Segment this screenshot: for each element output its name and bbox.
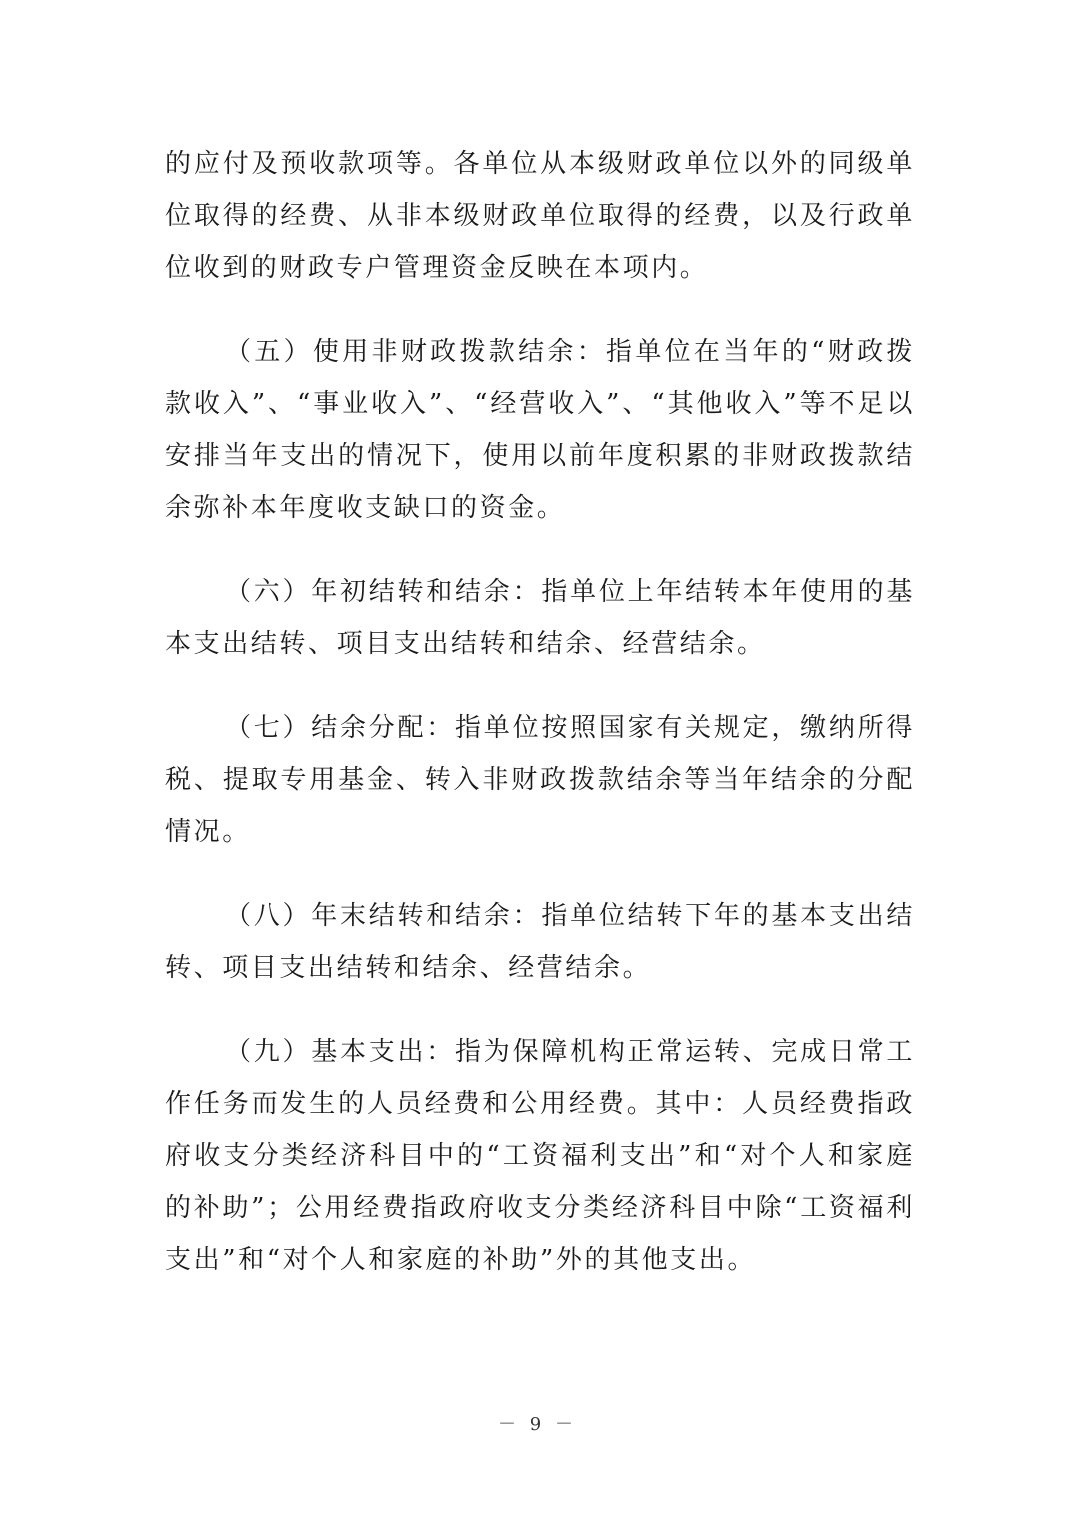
paragraph-continuation: 的应付及预收款项等。各单位从本级财政单位以外的同级单位取得的经费、从非本级财政单位取得的经费，以及行政单位收到的财政专户管理资金反映在本项内。 xyxy=(165,149,915,283)
page-number: － 9 － xyxy=(498,1414,577,1435)
paragraph-item-5: （五）使用非财政拨款结余：指单位在当年的“财政拨款收入”、“事业收入”、“经营收入”、“其他收入”等不足以安排当年支出的情况下，使用以前年度积累的非财政拨款结余弥补本年度收支缺口的资金。 xyxy=(165,337,915,523)
paragraph-item-6: （六）年初结转和结余：指单位上年结转本年使用的基本支出结转、项目支出结转和结余、经营结余。 xyxy=(165,577,915,659)
document-body xyxy=(165,138,915,1318)
paragraph-item-9: （九）基本支出：指为保障机构正常运转、完成日常工作任务而发生的人员经费和公用经费。其中：人员经费指政府收支分类经济科目中的“工资福利支出”和“对个人和家庭的补助”；公用经费指政府收支分类经济科目中除“工资福利支出”和“对个人和家庭的补助”外的其他支出。 xyxy=(165,1037,915,1275)
paragraph-item-8: （八）年末结转和结余：指单位结转下年的基本支出结转、项目支出结转和结余、经营结余。 xyxy=(165,901,915,983)
paragraph-item-7: （七）结余分配：指单位按照国家有关规定，缴纳所得税、提取专用基金、转入非财政拨款结余等当年结余的分配情况。 xyxy=(165,713,915,847)
